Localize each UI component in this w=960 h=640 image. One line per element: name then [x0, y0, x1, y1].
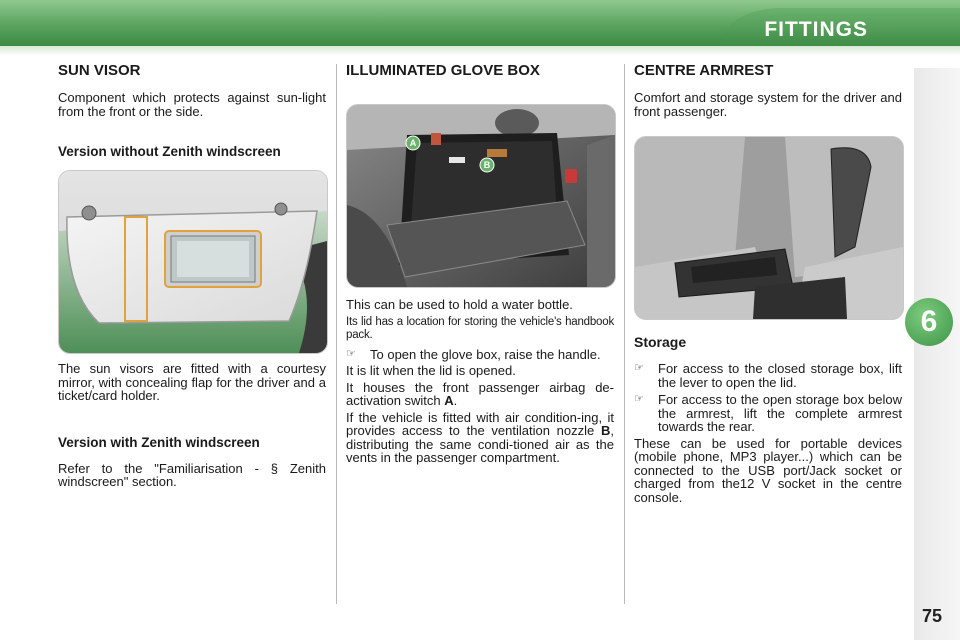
sun-visor-figure	[58, 170, 328, 354]
armrest-figure	[634, 136, 904, 320]
reference-text: Refer to the "Familiarisation - § Zenith windscreen" section.	[58, 460, 326, 489]
body-text: Its lid has a location for storing the vehicle's handbook pack.	[346, 315, 614, 341]
intro-text: Component which protects against sun-light from the front or the side.	[58, 90, 326, 119]
bullet-item	[634, 362, 902, 389]
bullet-item	[346, 348, 614, 362]
marker-a-label: A	[409, 138, 417, 148]
body-text: If the vehicle is fitted with air condition-ing, it provides access to the ventilation nozzle B, distributing the same condi-tioned air as the vents in the passenger compartment.	[346, 409, 614, 465]
column-divider	[624, 64, 625, 604]
sun-visor-column-lower	[58, 362, 326, 489]
subsection-title: Version without Zenith windscreen	[58, 144, 281, 159]
hand-pointer-icon: ☞	[346, 347, 356, 360]
page-number: 75	[922, 606, 943, 626]
hand-pointer-icon: ☞	[634, 393, 644, 405]
glove-box-column-lower	[346, 298, 614, 465]
section-title: CENTRE ARMREST	[634, 62, 774, 79]
section-title: SUN VISOR	[58, 62, 141, 79]
bullet-text: For access to the open storage box below the armrest, lift the complete armrest towards the rear.	[658, 392, 902, 434]
glove-box-figure	[346, 104, 616, 288]
bullet-text: To open the glove box, raise the handle.	[370, 346, 601, 362]
header-shadow	[0, 46, 960, 56]
bullet-text: For access to the closed storage box, lift the lever to open the lid.	[658, 361, 902, 390]
side-strip	[914, 68, 960, 640]
callout-b: B	[600, 423, 611, 438]
body-text: It houses the front passenger airbag de-activation switch A.	[346, 379, 614, 408]
body-text: These can be used for portable devices (mobile phone, MP3 player...) which can be connected to the USB port/Jack socket or charged from the12 V socket in the centre console.	[634, 435, 902, 505]
subsection-title: Storage	[634, 334, 687, 350]
column-divider	[336, 64, 337, 604]
body-text: It is lit when the lid is opened.	[346, 363, 516, 378]
armrest-column-lower	[634, 334, 902, 504]
figure-caption: The sun visors are fitted with a courtesy mirror, with concealing flap for the driver and a ticket/card holder.	[58, 361, 326, 403]
glove-box-column	[346, 60, 614, 79]
page-title: FITTINGS	[764, 18, 868, 41]
subsection-title: Version with Zenith windscreen	[58, 434, 260, 450]
marker-b-label: B	[483, 160, 491, 170]
chapter-tab[interactable]: 6	[905, 298, 953, 346]
callout-a: A	[444, 393, 454, 408]
armrest-column	[634, 60, 902, 118]
sun-visor-column	[58, 60, 326, 159]
intro-text: Comfort and storage system for the driver and front passenger.	[634, 90, 902, 119]
body-text: This can be used to hold a water bottle.	[346, 297, 573, 312]
bullet-item	[634, 393, 902, 434]
section-title: ILLUMINATED GLOVE BOX	[346, 62, 540, 79]
hand-pointer-icon: ☞	[634, 362, 644, 374]
